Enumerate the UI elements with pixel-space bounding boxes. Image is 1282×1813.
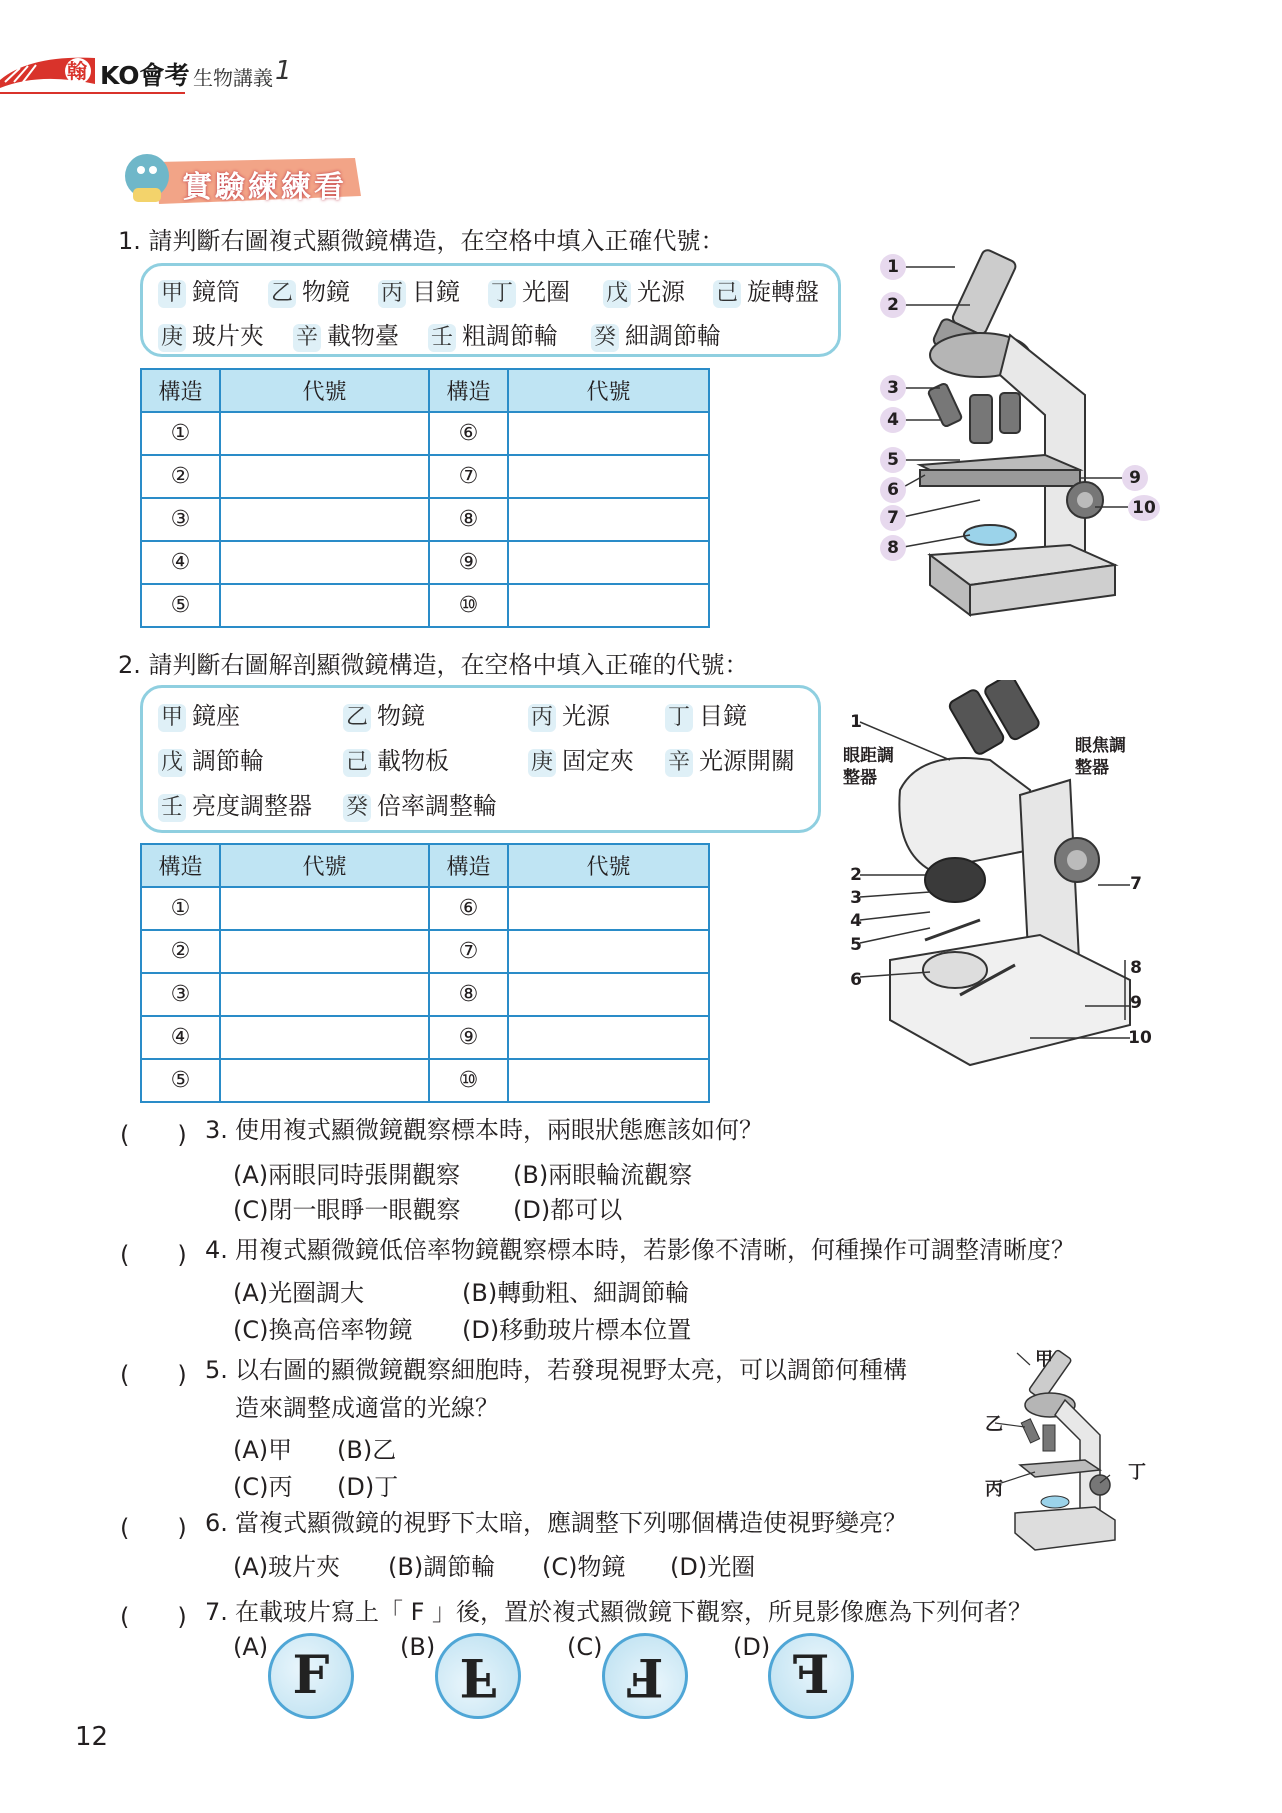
q2-option-8: 辛 光源開關 (665, 741, 795, 777)
fig-label-ding: 丁 (1128, 1462, 1146, 1483)
q1-option-9: 壬 粗調節輪 (428, 316, 558, 352)
q4-choice-a[interactable]: (A)光圈調大 (233, 1279, 365, 1307)
q2-option-3: 丙 光源 (528, 696, 610, 732)
header-divider (0, 92, 185, 94)
answer-cell[interactable] (508, 455, 709, 498)
diagram-label: 1 (850, 712, 862, 732)
diagram-label: 6 (880, 477, 906, 503)
compound-microscope-diagram (870, 245, 1170, 640)
q7-choice-b[interactable]: (B) (400, 1633, 436, 1661)
table-row (141, 584, 709, 627)
q3-text: 使用複式顯微鏡觀察標本時，兩眼狀態應該如何？ (235, 1116, 763, 1144)
q1-option-3: 丙 目鏡 (378, 272, 460, 308)
table-header: 構造 (141, 844, 220, 887)
diagram-label: 8 (880, 535, 906, 561)
diagram-label: 2 (880, 292, 906, 318)
header-brand: KO會考 (100, 61, 190, 90)
q2-option-7: 庚 固定夾 (528, 741, 634, 777)
q1-option-5: 戊 光源 (603, 272, 685, 308)
row-label: ① (141, 412, 220, 455)
q2-answer-table (140, 843, 710, 1103)
q6-number: 6. (205, 1509, 228, 1537)
answer-cell[interactable] (508, 541, 709, 584)
answer-blank[interactable]: ( ) (120, 1241, 187, 1269)
label-eye-focus: 眼焦調整器 (1075, 736, 1126, 778)
q5-text: 以右圖的顯微鏡觀察細胞時，若發現視野太亮，可以調節何種構 (235, 1356, 907, 1384)
row-label: ③ (141, 973, 220, 1016)
q7-number: 7. (205, 1598, 228, 1626)
q7-image-a[interactable]: F (268, 1633, 354, 1719)
table-row (141, 541, 709, 584)
diagram-label: 7 (1130, 874, 1142, 894)
diagram-label: 1 (880, 254, 906, 280)
q2-option-6: 己 載物板 (343, 741, 449, 777)
q3-number: 3. (205, 1116, 228, 1144)
row-label: ⑥ (429, 887, 508, 930)
answer-cell[interactable] (508, 887, 709, 930)
q6-text: 當複式顯微鏡的視野下太暗，應調整下列哪個構造使視野變亮？ (235, 1509, 907, 1537)
q5-number: 5. (205, 1356, 228, 1384)
q4-number: 4. (205, 1236, 228, 1264)
answer-cell[interactable] (220, 973, 429, 1016)
diagram-label: 10 (1128, 495, 1160, 521)
table-header: 代號 (220, 844, 429, 887)
diagram-label: 7 (880, 505, 906, 531)
fig-label-bing: 丙 (985, 1479, 1003, 1500)
diagram-label: 4 (880, 407, 906, 433)
answer-cell[interactable] (220, 1016, 429, 1059)
row-label: ④ (141, 541, 220, 584)
q7-choice-d[interactable]: (D) (733, 1633, 771, 1661)
q2-option-5: 戊 調節輪 (158, 741, 264, 777)
q1-option-4: 丁 光圈 (488, 272, 570, 308)
answer-cell[interactable] (508, 1059, 709, 1102)
table-header: 代號 (220, 369, 429, 412)
fig-label-jia: 甲 (1035, 1349, 1053, 1370)
diagram-label: 9 (1130, 993, 1142, 1013)
answer-cell[interactable] (220, 455, 429, 498)
table-header: 代號 (508, 369, 709, 412)
q5-choice-a[interactable]: (A)甲 (233, 1436, 293, 1464)
diagram-label: 5 (850, 935, 862, 955)
row-label: ⑧ (429, 973, 508, 1016)
q3-choice-c[interactable]: (C)閉一眼睜一眼觀察 (233, 1196, 461, 1224)
q3-choice-b[interactable]: (B)兩眼輪流觀察 (513, 1161, 693, 1189)
answer-blank[interactable]: ( ) (120, 1514, 187, 1542)
answer-blank[interactable]: ( ) (120, 1603, 187, 1631)
q2-prompt: 2. 請判斷右圖解剖顯微鏡構造，在空格中填入正確的代號： (118, 651, 749, 679)
q6-choice-a[interactable]: (A)玻片夾 (233, 1553, 341, 1581)
q5-choice-d[interactable]: (D)丁 (337, 1473, 399, 1501)
q7-choice-c[interactable]: (C) (567, 1633, 603, 1661)
q6-choice-b[interactable]: (B)調節輪 (388, 1553, 496, 1581)
row-label: ⑧ (429, 498, 508, 541)
answer-cell[interactable] (508, 584, 709, 627)
table-row (141, 930, 709, 973)
q1-option-1: 甲 鏡筒 (158, 272, 240, 308)
table-header: 構造 (429, 844, 508, 887)
section-title: 實驗練練看 (182, 170, 347, 205)
q4-choice-c[interactable]: (C)換高倍率物鏡 (233, 1316, 413, 1344)
q1-option-10: 癸 細調節輪 (591, 316, 721, 352)
table-row (141, 498, 709, 541)
answer-cell[interactable] (220, 1059, 429, 1102)
q3-choice-a[interactable]: (A)兩眼同時張開觀察 (233, 1161, 461, 1189)
q2-option-1: 甲 鏡座 (158, 696, 240, 732)
row-label: ② (141, 455, 220, 498)
answer-cell[interactable] (508, 412, 709, 455)
q3-choice-d[interactable]: (D)都可以 (513, 1196, 623, 1224)
q1-option-7: 庚 玻片夾 (158, 316, 264, 352)
q1-prompt: 1. 請判斷右圖複式顯微鏡構造，在空格中填入正確代號： (118, 227, 725, 255)
row-label: ① (141, 887, 220, 930)
answer-blank[interactable]: ( ) (120, 1361, 187, 1389)
table-header: 代號 (508, 844, 709, 887)
label-eye-distance: 眼距調整器 (843, 746, 894, 788)
small-microscope-figure (975, 1345, 1125, 1555)
answer-cell[interactable] (220, 541, 429, 584)
table-row (141, 455, 709, 498)
page-number: 12 (75, 1722, 109, 1752)
row-label: ⑩ (429, 1059, 508, 1102)
table-row (141, 887, 709, 930)
row-label: ⑨ (429, 1016, 508, 1059)
q4-text: 用複式顯微鏡低倍率物鏡觀察標本時，若影像不清晰，何種操作可調整清晰度？ (235, 1236, 1075, 1264)
q2-options-box (140, 685, 821, 833)
q7-image-c[interactable]: F (602, 1633, 688, 1719)
answer-cell[interactable] (508, 973, 709, 1016)
answer-cell[interactable] (220, 584, 429, 627)
q5-text-line2: 造來調整成適當的光線？ (235, 1394, 499, 1422)
q6-choice-c[interactable]: (C)物鏡 (542, 1553, 626, 1581)
header-subject: 生物講義 (193, 66, 273, 90)
row-label: ⑥ (429, 412, 508, 455)
q7-image-b[interactable]: F (435, 1633, 521, 1719)
q1-option-6: 己 旋轉盤 (713, 272, 819, 308)
header-badge: 翰 (67, 59, 87, 83)
row-label: ③ (141, 498, 220, 541)
q6-choice-d[interactable]: (D)光圈 (670, 1553, 756, 1581)
q7-image-d[interactable]: F (768, 1633, 854, 1719)
answer-cell[interactable] (220, 498, 429, 541)
q5-choice-c[interactable]: (C)丙 (233, 1473, 293, 1501)
answer-blank[interactable]: ( ) (120, 1121, 187, 1149)
diagram-label: 10 (1128, 1028, 1152, 1048)
answer-cell[interactable] (508, 498, 709, 541)
diagram-label: 3 (880, 375, 906, 401)
answer-cell[interactable] (508, 930, 709, 973)
diagram-label: 2 (850, 865, 862, 885)
table-header: 構造 (429, 369, 508, 412)
diagram-label: 8 (1130, 958, 1142, 978)
row-label: ⑦ (429, 930, 508, 973)
row-label: ⑤ (141, 584, 220, 627)
q2-option-9: 壬 亮度調整器 (158, 786, 312, 822)
table-row (141, 1016, 709, 1059)
q4-choice-b[interactable]: (B)轉動粗、細調節輪 (462, 1279, 690, 1307)
q7-choice-a[interactable]: (A) (233, 1633, 269, 1661)
q2-option-10: 癸 倍率調整輪 (343, 786, 497, 822)
answer-cell[interactable] (508, 1016, 709, 1059)
table-row (141, 412, 709, 455)
row-label: ⑨ (429, 541, 508, 584)
q4-choice-d[interactable]: (D)移動玻片標本位置 (462, 1316, 692, 1344)
table-row (141, 1059, 709, 1102)
answer-cell[interactable] (220, 887, 429, 930)
q1-answer-table (140, 368, 710, 628)
table-row (141, 973, 709, 1016)
fig-label-yi: 乙 (985, 1414, 1003, 1435)
header-volume: 1 (275, 56, 292, 86)
table-header: 構造 (141, 369, 220, 412)
diagram-label: 4 (850, 911, 862, 931)
diagram-label: 5 (880, 447, 906, 473)
q7-text: 在載玻片寫上「 F 」後，置於複式顯微鏡下觀察，所見影像應為下列何者？ (235, 1598, 1033, 1626)
diagram-label: 3 (850, 888, 862, 908)
q2-option-4: 丁 目鏡 (665, 696, 747, 732)
diagram-label: 9 (1122, 465, 1148, 491)
q1-option-8: 辛 載物臺 (293, 316, 399, 352)
diagram-label: 6 (850, 970, 862, 990)
row-label: ⑤ (141, 1059, 220, 1102)
row-label: ② (141, 930, 220, 973)
q1-options-box (140, 263, 841, 357)
answer-cell[interactable] (220, 412, 429, 455)
q1-option-2: 乙 物鏡 (268, 272, 350, 308)
q5-choice-b[interactable]: (B)乙 (337, 1436, 397, 1464)
row-label: ⑩ (429, 584, 508, 627)
row-label: ④ (141, 1016, 220, 1059)
q2-option-2: 乙 物鏡 (343, 696, 425, 732)
row-label: ⑦ (429, 455, 508, 498)
answer-cell[interactable] (220, 930, 429, 973)
